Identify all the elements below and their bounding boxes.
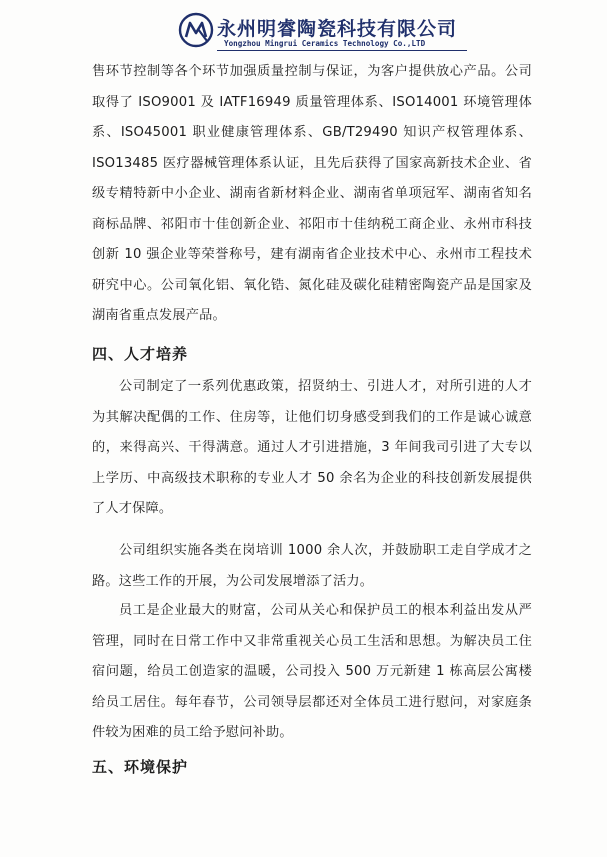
paragraph-talent-policy [92, 372, 532, 525]
paragraph-training [92, 536, 532, 597]
paragraph-text: 员工是企业最大的财富，公司从关心和保护员工的根本利益出发从严管理，同时在日常工作中又非常重视关心员工生活和思想。为解决员工住宿问题，给员工创造家的温暖，公司投入 500 万元新建 1 栋高层公寓楼给员工居住。每年春节，公司领导层都还对全体员工进行慰问，对家庭条件较为困难的员工给予慰问补助。 [92, 603, 532, 740]
header-divider [217, 50, 467, 51]
section-heading-talent: 四、人才培养 [92, 345, 189, 363]
company-logo-icon [178, 12, 214, 48]
paragraph-quality-certifications [92, 57, 532, 332]
paragraph-text: 售环节控制等各个环节加强质量控制与保证，为客户提供放心产品。公司取得了 ISO9001 及 IATF16949 质量管理体系、ISO14001 环境管理体系、ISO45001 职业健康管理体系、GB/T29490 知识产权管理体系、ISO13485 医疗器械管理体系认证，且先后获得了国家高新技术企业、省级专精特新中小企业、湖南省新材料企业、湖南省单项冠军、湖南省知名商标品牌、祁阳市十佳创新企业、祁阳市十佳纳税工商企业、永州市科技创新 10 强企业等荣誉称号，建有湖南省企业技术中心、永州市工程技术研究中心。公司氧化铝、氧化锆、氮化硅及碳化硅精密陶瓷产品是国家及湖南省重点发展产品。 [92, 64, 532, 323]
paragraph-text: 公司组织实施各类在岗培训 1000 余人次，并鼓励职工走自学成才之路。这些工作的开展，为公司发展增添了活力。 [92, 543, 532, 589]
section-heading-environment: 五、环境保护 [92, 758, 189, 776]
company-name-cn: 永州明睿陶瓷科技有限公司 [217, 18, 458, 40]
letterhead [178, 9, 468, 53]
paragraph-employee-care [92, 596, 532, 749]
company-name-en: Yongzhou Mingrui Ceramics Technology Co.,LTD [224, 39, 426, 48]
paragraph-text: 公司制定了一系列优惠政策，招贤纳士、引进人才，对所引进的人才为其解决配偶的工作、住房等，让他们切身感受到我们的工作是诚心诚意的，来得高兴、干得满意。通过人才引进措施，3 年间我司引进了大专以上学历、中高级技术职称的专业人才 50 余名为企业的科技创新发展提供了人才保障。 [92, 379, 532, 516]
